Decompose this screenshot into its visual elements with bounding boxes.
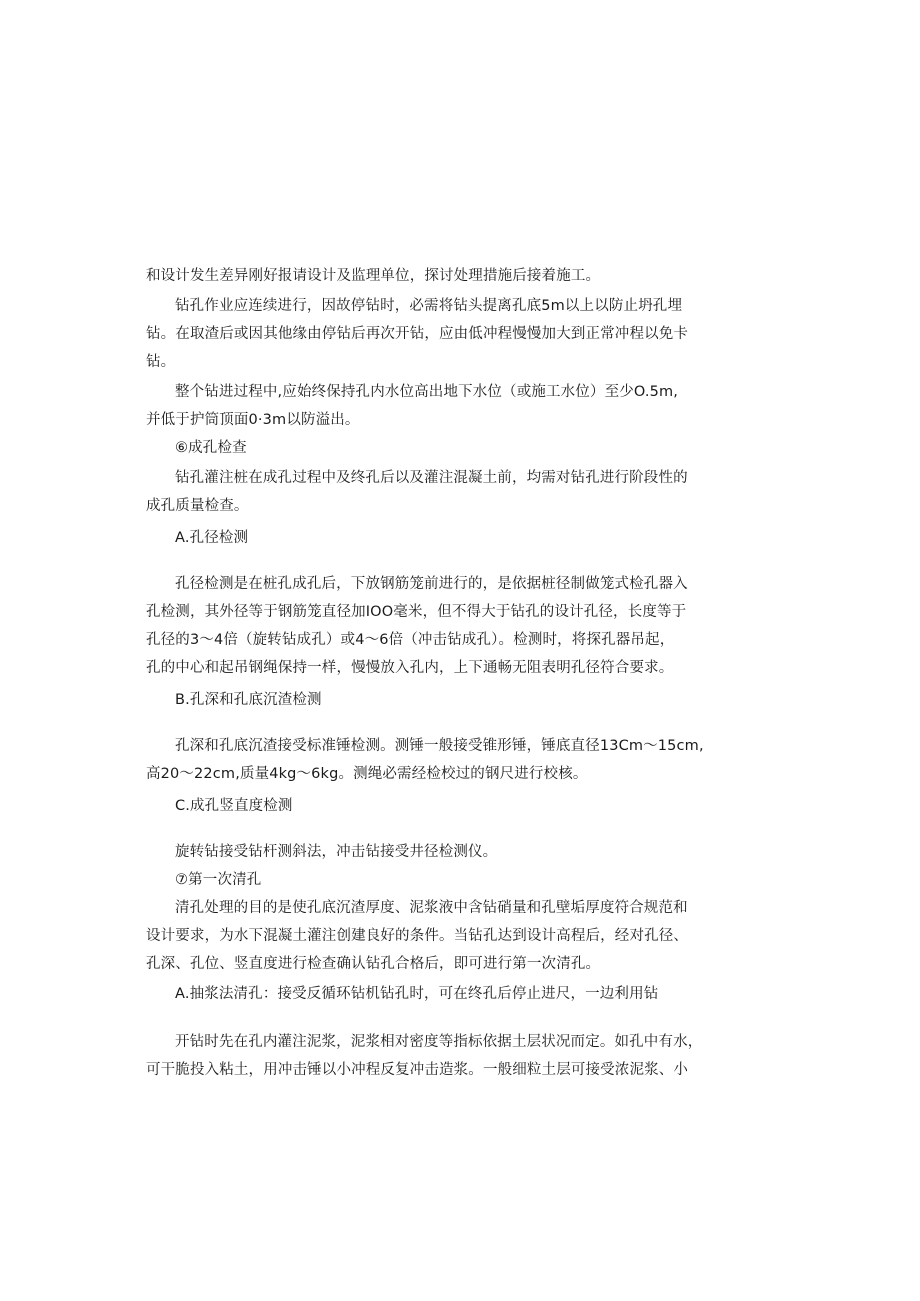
paragraph-line: 高20～22cm,质量4kg～6kg。测绳必需经检校过的钢尺进行校核。 [146, 766, 588, 782]
section-heading: ⑥成孔检查 [175, 440, 247, 456]
paragraph-line: 钻。 [146, 354, 176, 370]
paragraph-line: 钻孔作业应连续进行，因故停钻时，必需将钻头提离孔底5m以上以防止坍孔埋 [175, 298, 683, 314]
paragraph-continuation: 和设计发生差异刚好报请设计及监理单位，探讨处理措施后接着施工。 [146, 268, 601, 284]
subsection-heading: B.孔深和孔底沉渣检测 [175, 692, 322, 708]
paragraph-line: 孔的中心和起吊钢绳保持一样，慢慢放入孔内，上下通畅无阻表明孔径符合要求。 [146, 660, 674, 676]
paragraph-line: 整个钻进过程中,应始终保持孔内水位高出地下水位（或施工水位）至少O.5m, [175, 384, 679, 400]
paragraph-line: 钻孔灌注桩在成孔过程中及终孔后以及灌注混凝土前，均需对钻孔进行阶段性的 [175, 470, 688, 486]
paragraph-line: 清孔处理的目的是使孔底沉渣厚度、泥浆液中含钻硝量和孔壁垢厚度符合规范和 [175, 900, 688, 916]
paragraph-line: 设计要求，为水下混凝土灌注创建良好的条件。当钻孔达到设计高程后，经对孔径、 [146, 928, 689, 944]
paragraph-line: 并低于护筒顶面0·3m以防溢出。 [146, 412, 360, 428]
paragraph-line: 开钻时先在孔内灌注泥浆，泥浆相对密度等指标依据土层状况而定。如孔中有水， [175, 1034, 703, 1050]
paragraph-line: 孔径的3～4倍（旋转钻成孔）或4～6倍（冲击钻成孔）。检测时，将探孔器吊起， [146, 632, 675, 648]
subsection-heading: C.成孔竖直度检测 [175, 798, 293, 814]
paragraph-line: A.抽浆法清孔：接受反循环钻机钻孔时，可在终孔后停止进尺，一边利用钻 [175, 986, 659, 1002]
paragraph-line: 可干脆投入粘土，用冲击锤以小冲程反复冲击造浆。一般细粒土层可接受浓泥浆、小 [146, 1062, 689, 1078]
subsection-heading: A.孔径检测 [175, 530, 249, 546]
paragraph-line: 旋转钻接受钻杆测斜法，冲击钻接受井径检测仪。 [175, 844, 498, 860]
paragraph-line: 钻。在取渣后或因其他缘由停钻后再次开钻，应由低冲程慢慢加大到正常冲程以免卡 [146, 326, 689, 342]
paragraph-line: 孔深和孔底沉渣接受标准锤检测。测锤一般接受锥形锤，锤底直径13Cm～15cm, [175, 738, 704, 754]
paragraph-line: 成孔质量检查。 [146, 498, 249, 514]
section-heading: ⑦第一次清孔 [175, 872, 262, 888]
paragraph-line: 孔深、孔位、竖直度进行检查确认钻孔合格后，即可进行第一次清孔。 [146, 956, 601, 972]
paragraph-line: 孔检测，其外径等于钢筋笼直径加IOO毫米，但不得大于钻孔的设计孔径，长度等于 [146, 604, 687, 620]
paragraph-line: 孔径检测是在桩孔成孔后，下放钢筋笼前进行的，是依据桩径制做笼式检孔器入 [175, 576, 688, 592]
